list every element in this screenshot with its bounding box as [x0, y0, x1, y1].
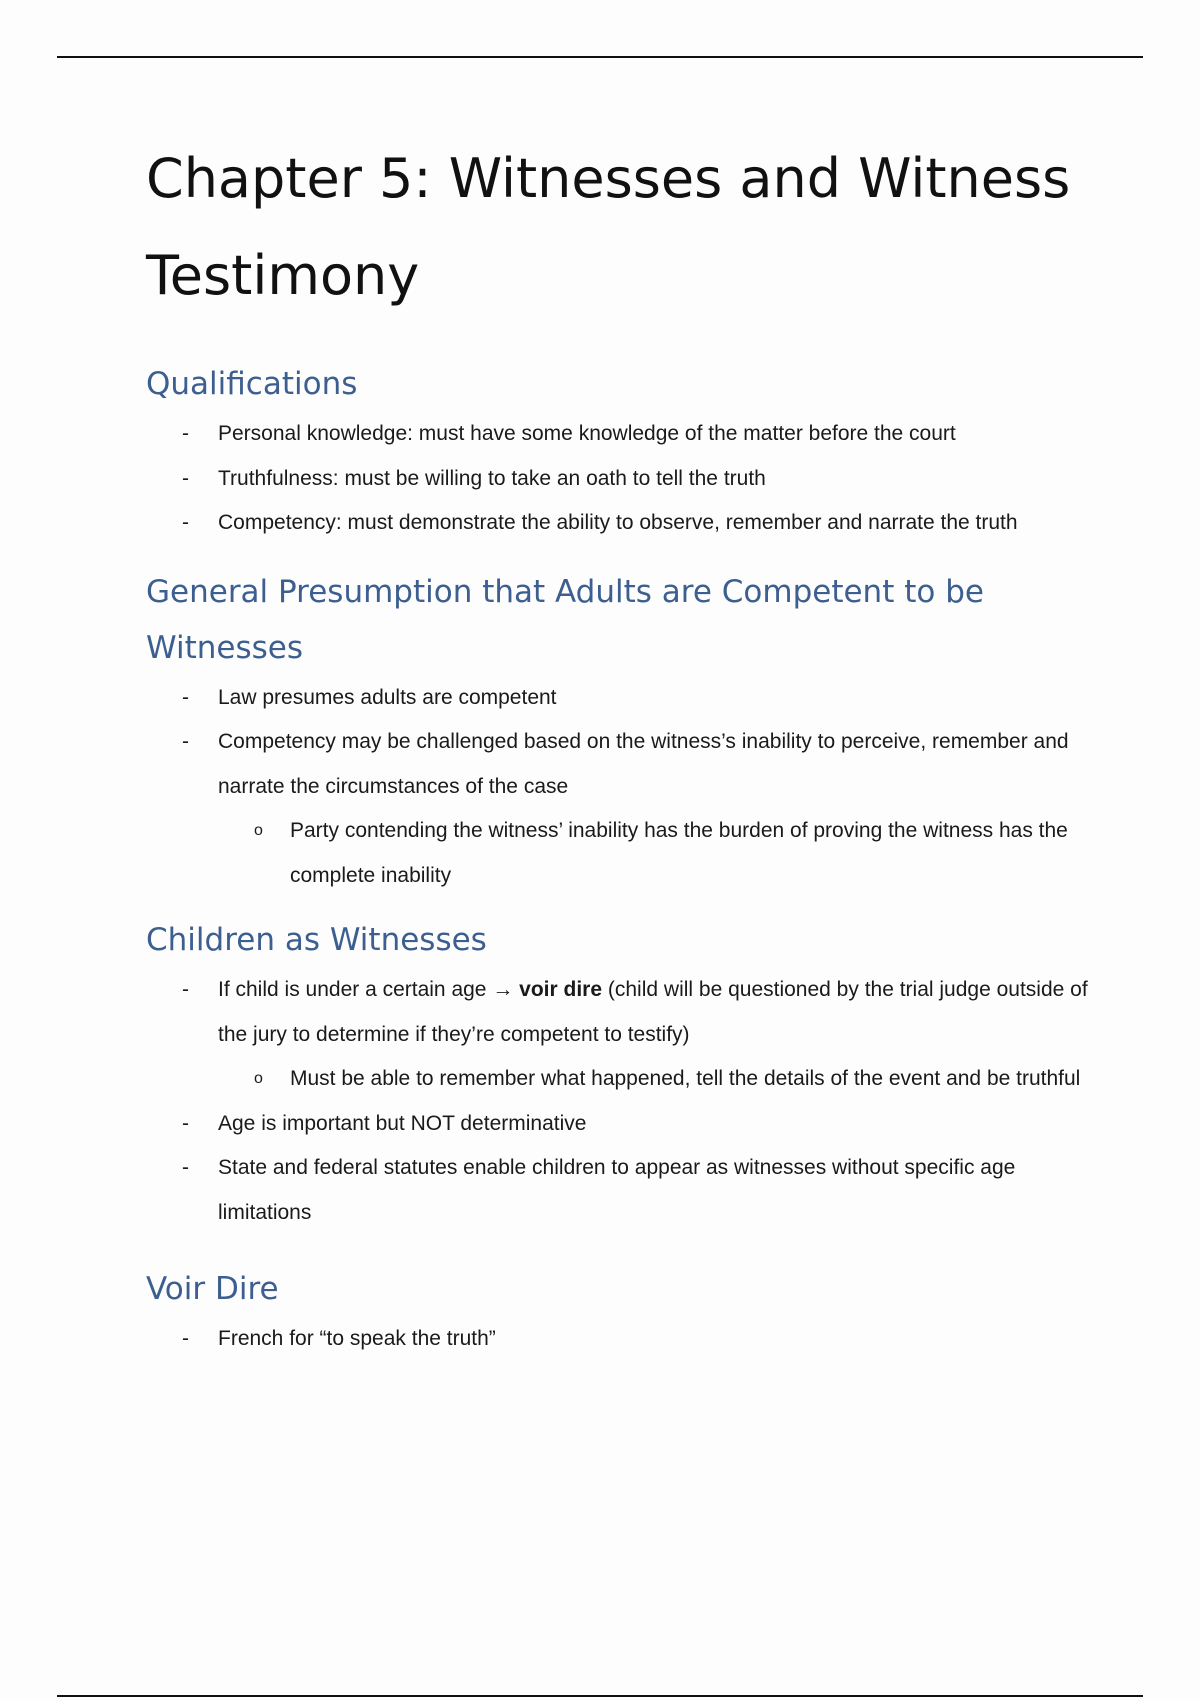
section-voir-dire — [146, 1261, 1096, 1362]
circle-bullet-icon: o — [254, 822, 263, 839]
section-heading: Qualifications — [146, 366, 358, 402]
list-item: - French for “to speak the truth” — [146, 1317, 1096, 1362]
list-subitem: o Party contending the witness’ inability has the burden of proving the witness has the complete inability — [146, 809, 1096, 898]
bullet-list — [146, 968, 1096, 1235]
list-item: - Truthfulness: must be willing to take an oath to tell the truth — [146, 457, 1096, 502]
list-item: - Competency may be challenged based on the witness’s inability to perceive, remember and narrate the circumstances of the case — [146, 720, 1096, 809]
dash-bullet-icon: - — [182, 1111, 189, 1135]
document-body — [146, 130, 1096, 1362]
bullet-list — [146, 412, 1096, 546]
section-heading: Children as Witnesses — [146, 922, 487, 958]
bullet-list — [146, 676, 1096, 899]
list-item: - Age is important but NOT determinative — [146, 1102, 1096, 1147]
circle-bullet-icon: o — [254, 1070, 263, 1087]
list-item: - If child is under a certain age → voir dire (child will be questioned by the trial judge outside of the jury to determine if they’re competent to testify) — [146, 968, 1096, 1057]
dash-bullet-icon: - — [182, 511, 189, 534]
list-item: - State and federal statutes enable children to appear as witnesses without specific age limitations — [146, 1146, 1096, 1235]
document-title: Chapter 5: Witnesses and Witness Testimony — [146, 147, 1071, 307]
list-item: - Law presumes adults are competent — [146, 676, 1096, 721]
dash-bullet-icon: - — [182, 730, 189, 753]
list-item: - Competency: must demonstrate the ability to observe, remember and narrate the truth — [146, 501, 1096, 546]
section-qualifications — [146, 356, 1096, 546]
list-item: - Personal knowledge: must have some knowledge of the matter before the court — [146, 412, 1096, 457]
bullet-list — [146, 1317, 1096, 1362]
dash-bullet-icon: - — [182, 466, 189, 490]
dash-bullet-icon: - — [182, 422, 189, 445]
dash-bullet-icon: - — [182, 1327, 189, 1350]
bold-term: voir dire — [519, 978, 603, 1001]
section-heading: General Presumption that Adults are Competent to be Witnesses — [146, 573, 984, 666]
dash-bullet-icon: - — [182, 1156, 189, 1179]
section-children-witnesses — [146, 912, 1096, 1235]
header-rule — [57, 56, 1143, 58]
footer-rule — [57, 1695, 1143, 1697]
dash-bullet-icon: - — [182, 978, 189, 1001]
section-heading: Voir Dire — [146, 1271, 279, 1307]
section-adults-competent — [146, 564, 1096, 899]
arrow-right-icon: → — [492, 978, 514, 1001]
list-subitem: o Must be able to remember what happened, tell the details of the event and be truthful — [146, 1057, 1096, 1102]
dash-bullet-icon: - — [182, 685, 189, 709]
